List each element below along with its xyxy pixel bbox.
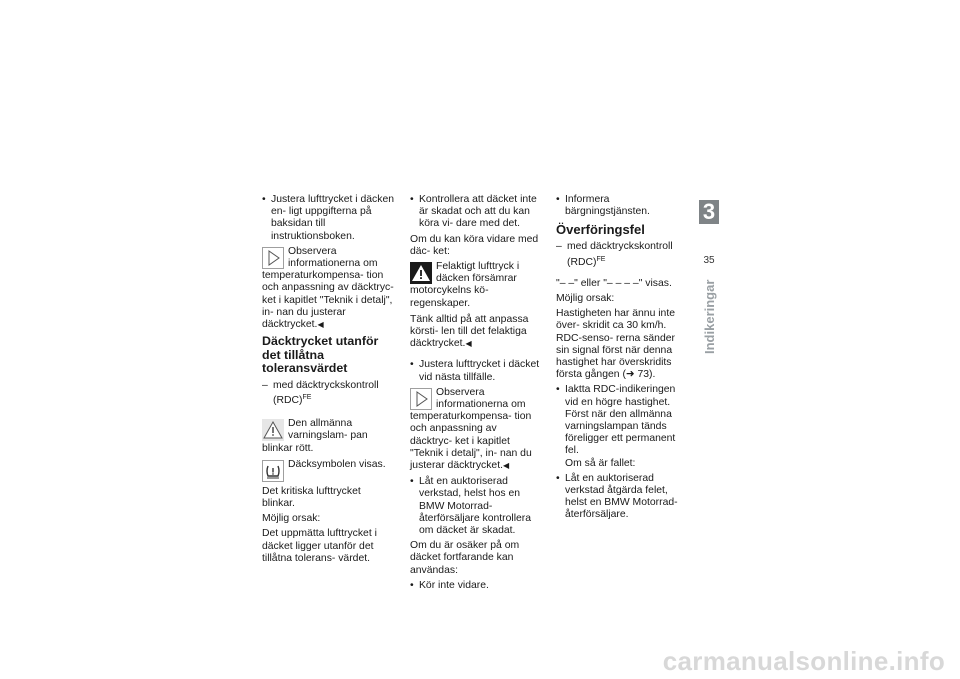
watermark: carmanualsonline.info [662, 646, 945, 676]
section-label: Indikeringar [702, 279, 717, 354]
info-triangle-icon [410, 388, 432, 410]
info-triangle-icon [262, 247, 284, 269]
warning-lamp-icon [262, 419, 284, 441]
warning-triangle-icon [410, 262, 432, 284]
bullet-adjust-next: • Justera lufttrycket i däcket vid nästa tillfälle. [410, 359, 540, 383]
column-1: • Justera lufttrycket i däcken en- ligt uppgifterna på baksidan till instruktionsboken. Observera informationerna om temperaturkompensa- tion och anpassning av däcktryc- ket i kapitlet "Teknik i detalj", in- nan du justerar däcktrycket.◀ Däcktrycket utanför det tillåtna toleransvärdet – med däcktryckskontroll (RDC)$^{FE}$ Den allmänna varningslam- pan blinkar rött. Däcksymbolen visas. Det kritiska lufttrycket blinkar. Möjlig orsak: Det uppmätta lufttrycket i däcket ligger utanför det tillåtna tolerans- värdet. [262, 194, 396, 568]
bullet-check-tyre: • Kontrollera att däcket inte är skadat och att du kan köra vi- dare med det. [410, 194, 540, 231]
page-reference: (➜ 73). [622, 369, 656, 381]
rdc-item: – med däcktryckskontroll (RDC)$^{FE}$ [556, 241, 690, 268]
column-2: • Kontrollera att däcket inte är skadat och att du kan köra vi- dare med det. Om du kan köra vidare med däc- ket: Felaktigt lufttryck i däcken försämrar motorcykelns kö- regenskaper. Tänk alltid på att anpassa körsti- len till det felaktiga däcktrycket.◀ • Justera lufttrycket i däcket vid nästa tillfälle. Observera informationerna om temperaturkompensa- tion och anpassning av däcktryc- ket i kapitlet "Teknik i detalj", in- nan du justerar däcktrycket.◀ • Låt en auktoriserad verkstad, helst hos en BMW Motorrad- återförsäljare kontrollera om däcket är skadat. Om du är osäker på om däcket fortfarande kan användas: • Kör inte vidare. [410, 194, 540, 595]
rdc-item: – med däcktryckskontroll (RDC)$^{FE}$ [262, 380, 396, 407]
bullet-adjust-pressure: • Justera lufttrycket i däcken en- ligt uppgifterna på baksidan till instruktionsboken. [262, 194, 396, 243]
bullet-inform-towing: • Informera bärgningstjänsten. [556, 194, 690, 218]
chapter-number: 3 [699, 200, 719, 224]
bullet-workshop-fix: • Låt en auktoriserad verkstad åtgärda felet, helst en BMW Motorrad-återförsäljare. [556, 473, 690, 522]
info-note: Observera informationerna om temperaturkompensa- tion och anpassning av däcktryc- ket i kapitlet "Teknik i detalj", in- nan du justerar däcktrycket.◀ [262, 245, 394, 331]
info-note-2: Observera informationerna om temperaturkompensa- tion och anpassning av däcktryc- ket i kapitlet "Teknik i detalj", in- nan du justerar däcktrycket.◀ [410, 386, 532, 472]
column-3: • Informera bärgningstjänsten. Överföringsfel – med däcktryckskontroll (RDC)$^{FE}$ "– –" eller "– – – –" visas. Möjlig orsak: Hastigheten har ännu inte över- skridit ca 30 km/h. RDC-senso- rerna sänder sin signal först när denna hastighet har överskridits första gången (➜ 73). • Iaktta RDC-indikeringen vid en högre hastighet. Först när den allmänna varningslampan tänds föreligger ett permanent fel. Om så är fallet: • Låt en auktoriserad verkstad åtgärda felet, helst en BMW Motorrad-återförsäljare. [556, 194, 690, 525]
section-heading: Däcktrycket utanför det tillåtna toleransvärdet [262, 334, 379, 376]
section-heading-transfer: Överföringsfel [556, 222, 645, 238]
bullet-do-not-drive: • Kör inte vidare. [410, 580, 540, 592]
tyre-symbol-note: Däcksymbolen visas. [262, 459, 396, 482]
warning-lamp-note: Den allmänna varningslam- pan blinkar rött. [262, 418, 368, 454]
page-number: 35 [703, 255, 715, 266]
tyre-pressure-icon [262, 460, 284, 482]
bullet-observe-rdc: • Iaktta RDC-indikeringen vid en högre hastighet. Först när den allmänna varningslampan tänds föreligger ett permanent fel. Om så är fallet: [556, 384, 690, 469]
warning-note: Felaktigt lufttryck i däcken försämrar motorcykelns kö- regenskaper. [410, 261, 520, 309]
bullet-workshop: • Låt en auktoriserad verkstad, helst hos en BMW Motorrad- återförsäljare kontrollera om däcket är skadat. [410, 476, 540, 537]
